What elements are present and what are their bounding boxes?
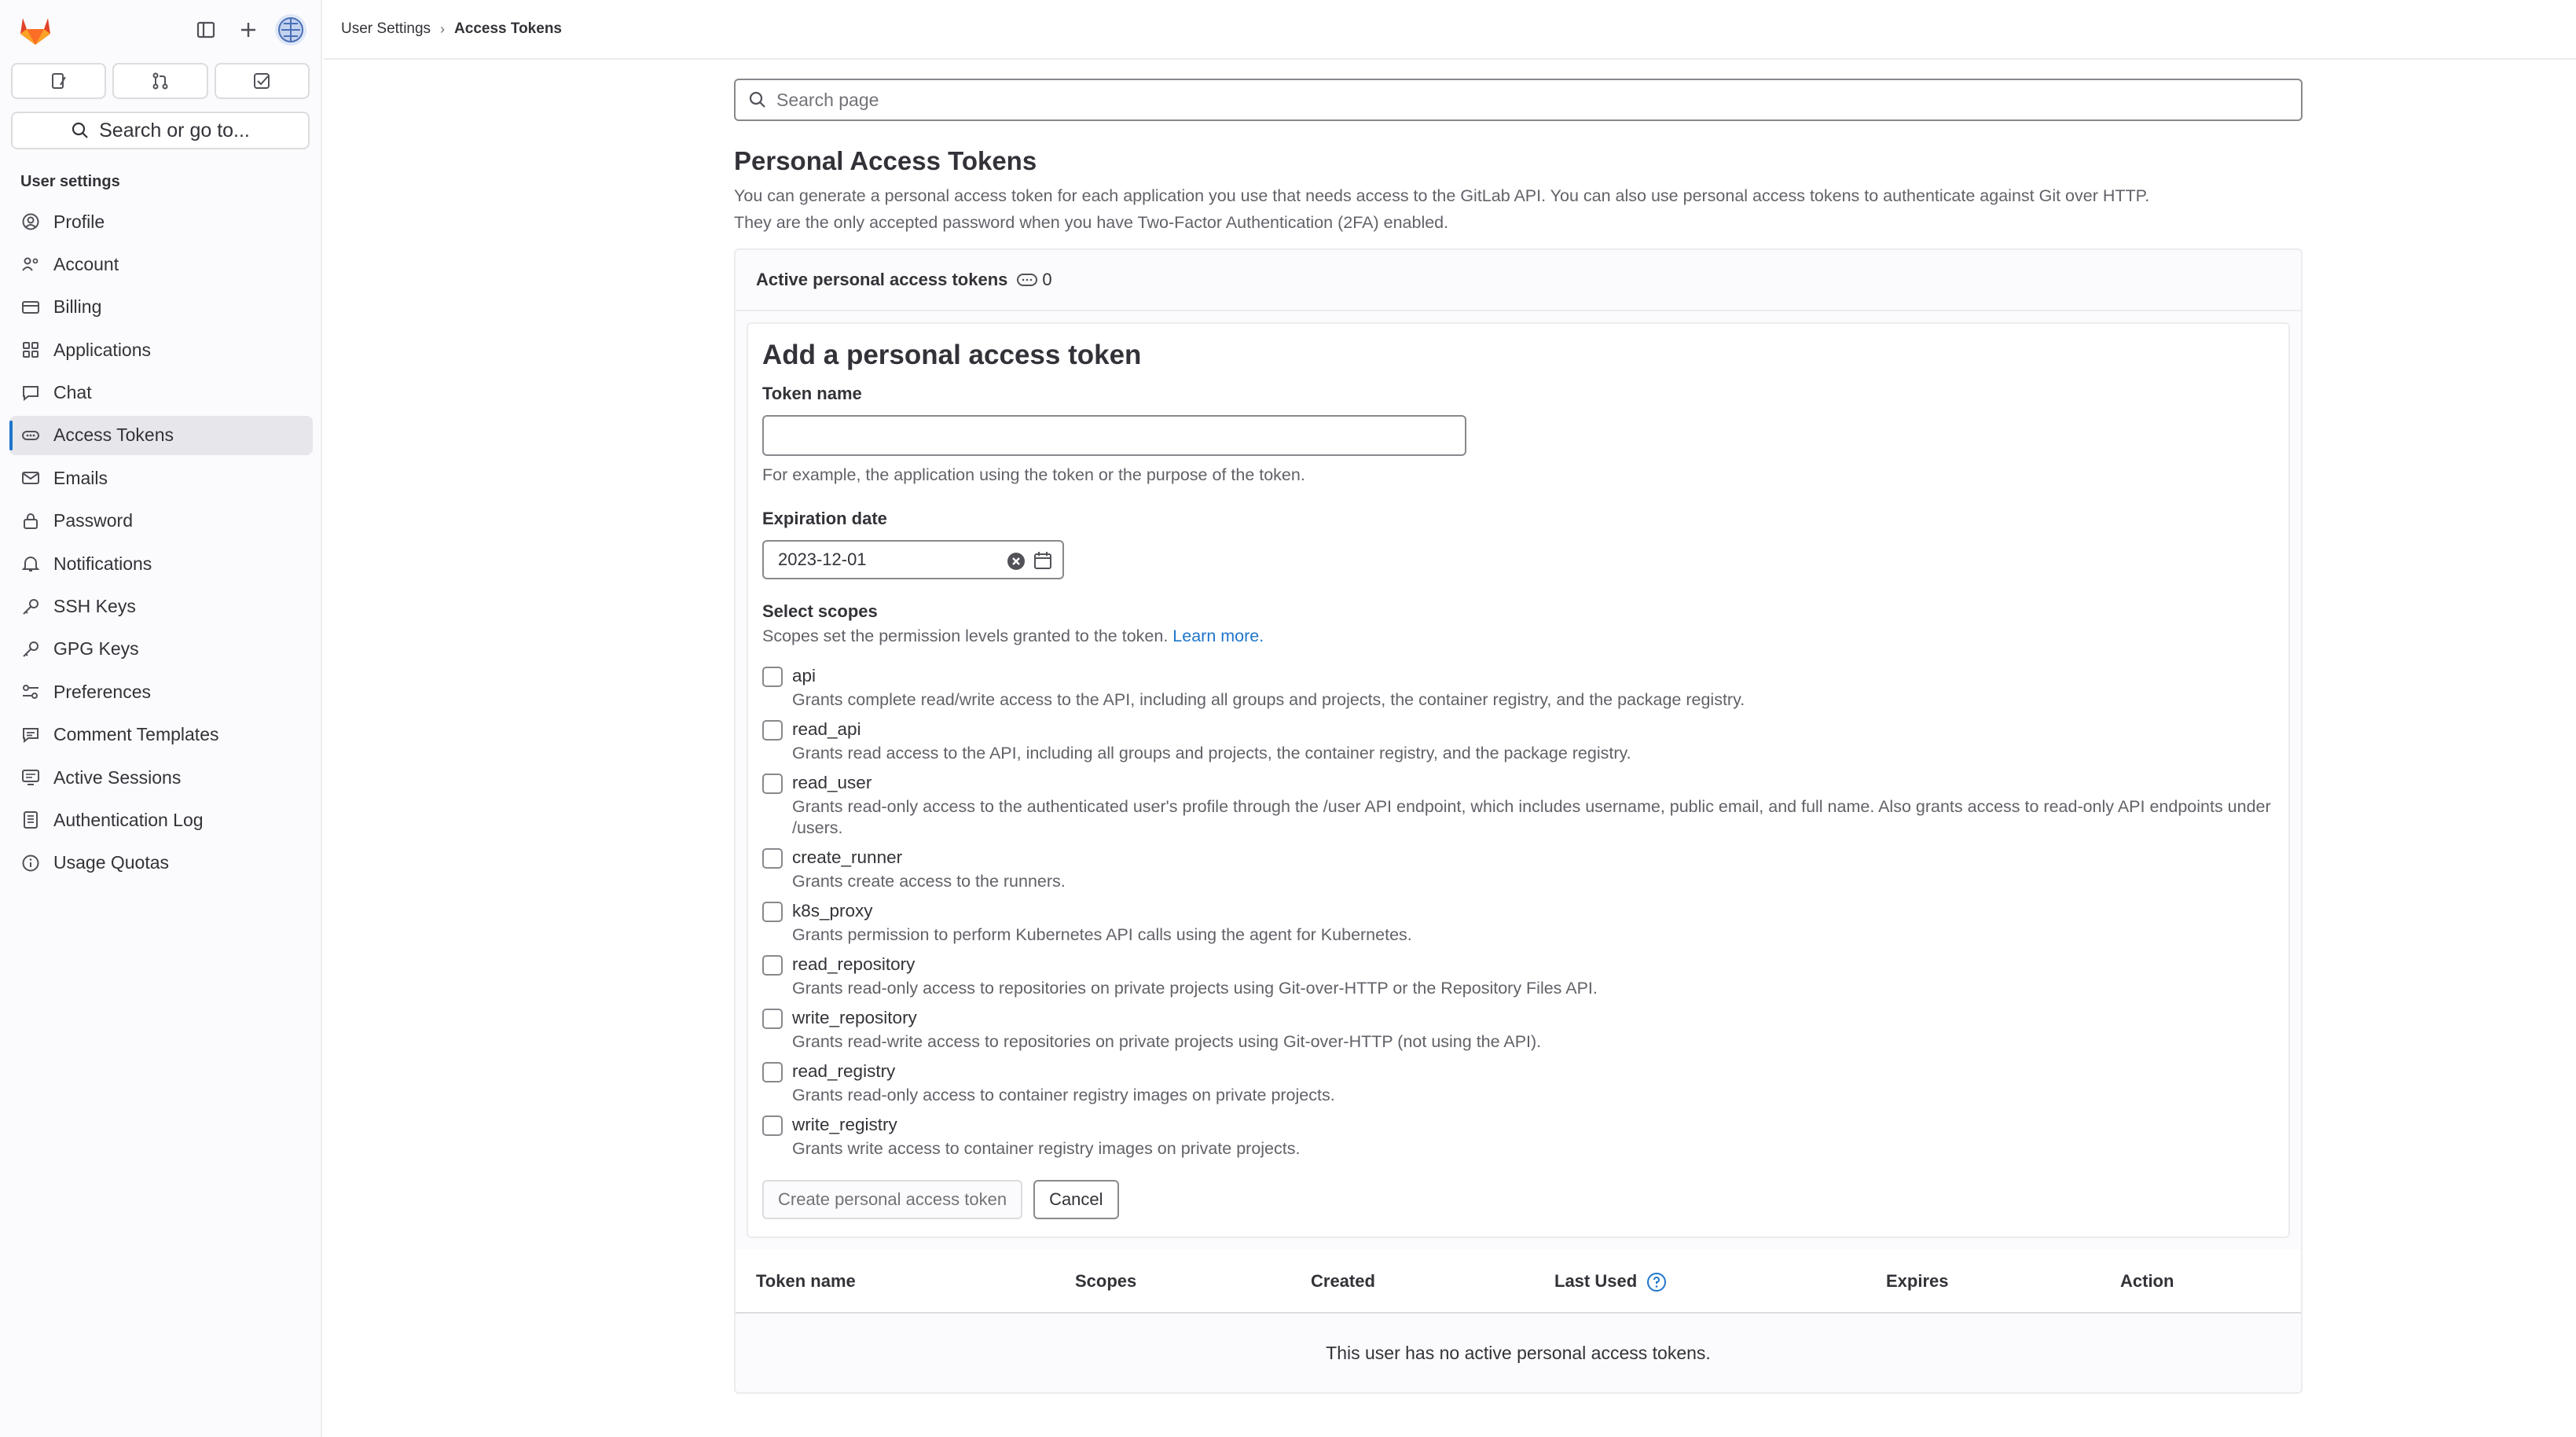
token-name-label: Token name	[762, 384, 862, 403]
page-description	[734, 182, 2303, 236]
lock-icon	[20, 511, 41, 531]
sidebar-item-ssh-keys[interactable]	[9, 587, 313, 627]
user-avatar[interactable]	[275, 14, 306, 46]
tokens-table-header	[736, 1249, 2301, 1314]
scope-name: read_repository	[792, 954, 916, 974]
sidebar	[0, 0, 322, 1437]
scope-description: Grants permission to perform Kubernetes API calls using the agent for Kubernetes.	[792, 925, 1412, 944]
scope-description: Grants read access to the API, including all groups and projects, the container registry, and the package registry.	[792, 744, 1631, 763]
active-tokens-count-badge	[1017, 270, 1051, 290]
sidebar-item-label: Active Sessions	[53, 766, 182, 788]
page-description-line-1: You can generate a personal access token for each application you use that needs access to the GitLab API. You can also use personal access tokens to authenticate against Git over HTTP.	[734, 186, 2150, 205]
column-scopes[interactable]: Scopes	[1075, 1271, 1137, 1291]
scope-read-user	[762, 770, 2274, 839]
sidebar-item-applications[interactable]	[9, 330, 313, 369]
search-page-input[interactable]	[734, 79, 2303, 121]
chevron-right-icon: ›	[440, 20, 446, 37]
collapse-sidebar-icon[interactable]	[190, 14, 222, 46]
expiration-date-value: 2023-12-01	[778, 549, 867, 569]
issues-counter-button[interactable]	[11, 63, 106, 99]
sidebar-item-comment-templates[interactable]	[9, 715, 313, 755]
scope-checkbox[interactable]	[762, 848, 783, 869]
add-token-title: Add a personal access token	[762, 340, 1142, 370]
add-token-form	[747, 322, 2290, 1238]
scope-write-repository	[762, 1005, 2274, 1053]
todos-counter-button[interactable]	[215, 63, 310, 99]
sidebar-nav	[0, 202, 321, 883]
main-content	[734, 79, 2303, 1394]
token-icon	[1017, 274, 1037, 286]
scope-read-repository	[762, 952, 2274, 999]
breadcrumb-user-settings[interactable]: User Settings	[341, 20, 431, 37]
billing-icon	[20, 297, 41, 318]
sidebar-item-label: Profile	[53, 211, 105, 232]
column-created[interactable]: Created	[1311, 1271, 1375, 1291]
comment-template-icon	[20, 725, 41, 745]
scope-name: create_runner	[792, 847, 903, 867]
profile-icon	[20, 211, 41, 232]
sidebar-item-notifications[interactable]	[9, 544, 313, 583]
scope-checkbox[interactable]	[762, 720, 783, 741]
scope-create-runner	[762, 845, 2274, 892]
sidebar-item-label: Applications	[53, 339, 152, 360]
search-icon	[71, 121, 90, 140]
sidebar-item-chat[interactable]	[9, 373, 313, 413]
plus-icon[interactable]	[233, 14, 264, 46]
access-tokens-card	[734, 248, 2303, 1394]
column-token-name[interactable]: Token name	[756, 1271, 856, 1291]
merge-requests-counter-button[interactable]	[112, 63, 207, 99]
sidebar-item-label: Billing	[53, 296, 102, 318]
sidebar-item-account[interactable]	[9, 244, 313, 284]
scope-description: Grants write access to container registry images on private projects.	[792, 1139, 1301, 1158]
cancel-button[interactable]: Cancel	[1033, 1180, 1118, 1219]
scope-checkbox[interactable]	[762, 774, 783, 794]
sidebar-item-label: Chat	[53, 382, 92, 403]
active-tokens-count: 0	[1042, 270, 1052, 289]
scope-checkbox[interactable]	[762, 1009, 783, 1029]
expiration-date-label: Expiration date	[762, 509, 887, 528]
page-description-line-2: They are the only accepted password when you have Two-Factor Authentication (2FA) enabled.	[734, 213, 1449, 232]
monitor-icon	[20, 767, 41, 788]
sidebar-item-gpg-keys[interactable]	[9, 630, 313, 669]
scope-description: Grants read-only access to the authenticated user's profile through the /user API endpoint, which includes username, public email, and full name. Also grants access to read-only API endpoints under /users.	[792, 797, 2271, 837]
sidebar-item-billing[interactable]	[9, 288, 313, 327]
scopes-help	[762, 627, 2274, 646]
scope-checkbox[interactable]	[762, 1062, 783, 1082]
scopes-list	[762, 663, 2274, 1160]
scope-api	[762, 663, 2274, 711]
breadcrumb	[341, 20, 562, 38]
quota-icon	[20, 853, 41, 873]
applications-icon	[20, 340, 41, 360]
sidebar-item-label: Notifications	[53, 553, 152, 574]
scope-name: write_repository	[792, 1008, 917, 1027]
merge-request-icon	[151, 72, 170, 90]
todo-icon	[252, 72, 271, 90]
chat-icon	[20, 383, 41, 403]
search-page-placeholder: Search page	[776, 89, 879, 110]
sidebar-item-label: GPG Keys	[53, 638, 139, 660]
sidebar-item-label: Emails	[53, 467, 108, 488]
key-icon	[20, 639, 41, 660]
scope-description: Grants read-only access to repositories on private projects using Git-over-HTTP or the Repository Files API.	[792, 979, 1598, 998]
scopes-help-text: Scopes set the permission levels granted to the token.	[762, 627, 1169, 645]
sidebar-item-label: Password	[53, 510, 133, 531]
sidebar-header	[0, 0, 321, 60]
create-token-button[interactable]: Create personal access token	[762, 1180, 1022, 1219]
scope-name: read_registry	[792, 1061, 896, 1081]
scope-description: Grants complete read/write access to the API, including all groups and projects, the container registry, and the package registry.	[792, 690, 1745, 709]
question-circle-icon[interactable]	[1646, 1272, 1667, 1292]
token-name-input[interactable]	[762, 415, 1466, 456]
scope-description: Grants read-write access to repositories on private projects using Git-over-HTTP (not using the API).	[792, 1032, 1542, 1051]
mail-icon	[20, 468, 41, 488]
active-tokens-header	[736, 250, 2301, 311]
scope-name: read_user	[792, 773, 872, 792]
sidebar-item-authentication-log[interactable]	[9, 800, 313, 840]
sidebar-item-access-tokens[interactable]	[9, 416, 313, 455]
sidebar-item-label: Comment Templates	[53, 724, 219, 745]
search-or-go-to-label: Search or go to...	[99, 119, 250, 141]
column-expires[interactable]: Expires	[1886, 1271, 1949, 1291]
page-title: Personal Access Tokens	[734, 146, 1037, 175]
scope-name: k8s_proxy	[792, 901, 873, 921]
sidebar-item-profile[interactable]	[9, 202, 313, 241]
sidebar-item-label: Access Tokens	[53, 424, 174, 446]
scope-description: Grants read-only access to container registry images on private projects.	[792, 1086, 1335, 1104]
sidebar-item-active-sessions[interactable]	[9, 758, 313, 797]
form-actions	[762, 1180, 2274, 1219]
sidebar-item-label: Account	[53, 253, 119, 274]
token-name-help: For example, the application using the token or the purpose of the token.	[762, 465, 1305, 484]
expiration-date-input[interactable]	[762, 540, 1064, 579]
clear-icon[interactable]	[1006, 551, 1026, 571]
bell-icon	[20, 553, 41, 574]
column-action: Action	[2120, 1271, 2174, 1291]
sidebar-item-label: Preferences	[53, 681, 152, 702]
search-or-go-to-button[interactable]	[11, 112, 310, 149]
sidebar-item-preferences[interactable]	[9, 672, 313, 711]
scope-checkbox[interactable]	[762, 1115, 783, 1136]
scope-name: write_registry	[792, 1115, 897, 1134]
sidebar-item-emails[interactable]	[9, 458, 313, 498]
scope-checkbox[interactable]	[762, 955, 783, 976]
scope-checkbox[interactable]	[762, 667, 783, 687]
breadcrumb-access-tokens[interactable]: Access Tokens	[454, 20, 562, 37]
sidebar-section-title: User settings	[20, 173, 120, 190]
sidebar-item-usage-quotas[interactable]	[9, 843, 313, 883]
select-scopes-label: Select scopes	[762, 601, 878, 621]
sidebar-item-label: Authentication Log	[53, 809, 204, 830]
issues-icon	[50, 72, 68, 90]
scope-description: Grants create access to the runners.	[792, 872, 1066, 891]
learn-more-link[interactable]: Learn more.	[1172, 627, 1264, 645]
column-last-used-label: Last Used	[1554, 1271, 1638, 1291]
scope-checkbox[interactable]	[762, 902, 783, 922]
top-bar	[324, 0, 2576, 60]
scope-name: api	[792, 666, 816, 685]
sidebar-item-label: SSH Keys	[53, 596, 136, 617]
active-tokens-title: Active personal access tokens	[756, 270, 1008, 289]
gitlab-logo-icon[interactable]	[16, 10, 55, 50]
scope-k8s-proxy	[762, 899, 2274, 946]
scope-read-api	[762, 717, 2274, 764]
account-icon	[20, 254, 41, 274]
sidebar-item-label: Usage Quotas	[53, 852, 170, 873]
sidebar-item-password[interactable]	[9, 502, 313, 541]
key-icon	[20, 597, 41, 617]
scope-write-registry	[762, 1112, 2274, 1160]
search-icon	[748, 90, 767, 109]
preferences-icon	[20, 682, 41, 702]
column-last-used[interactable]	[1554, 1271, 1667, 1292]
calendar-icon[interactable]	[1033, 550, 1053, 571]
log-icon	[20, 810, 41, 830]
scope-name: read_api	[792, 719, 861, 739]
scope-read-registry	[762, 1059, 2274, 1106]
tokens-table-empty: This user has no active personal access tokens.	[736, 1314, 2301, 1392]
token-icon	[20, 425, 41, 446]
